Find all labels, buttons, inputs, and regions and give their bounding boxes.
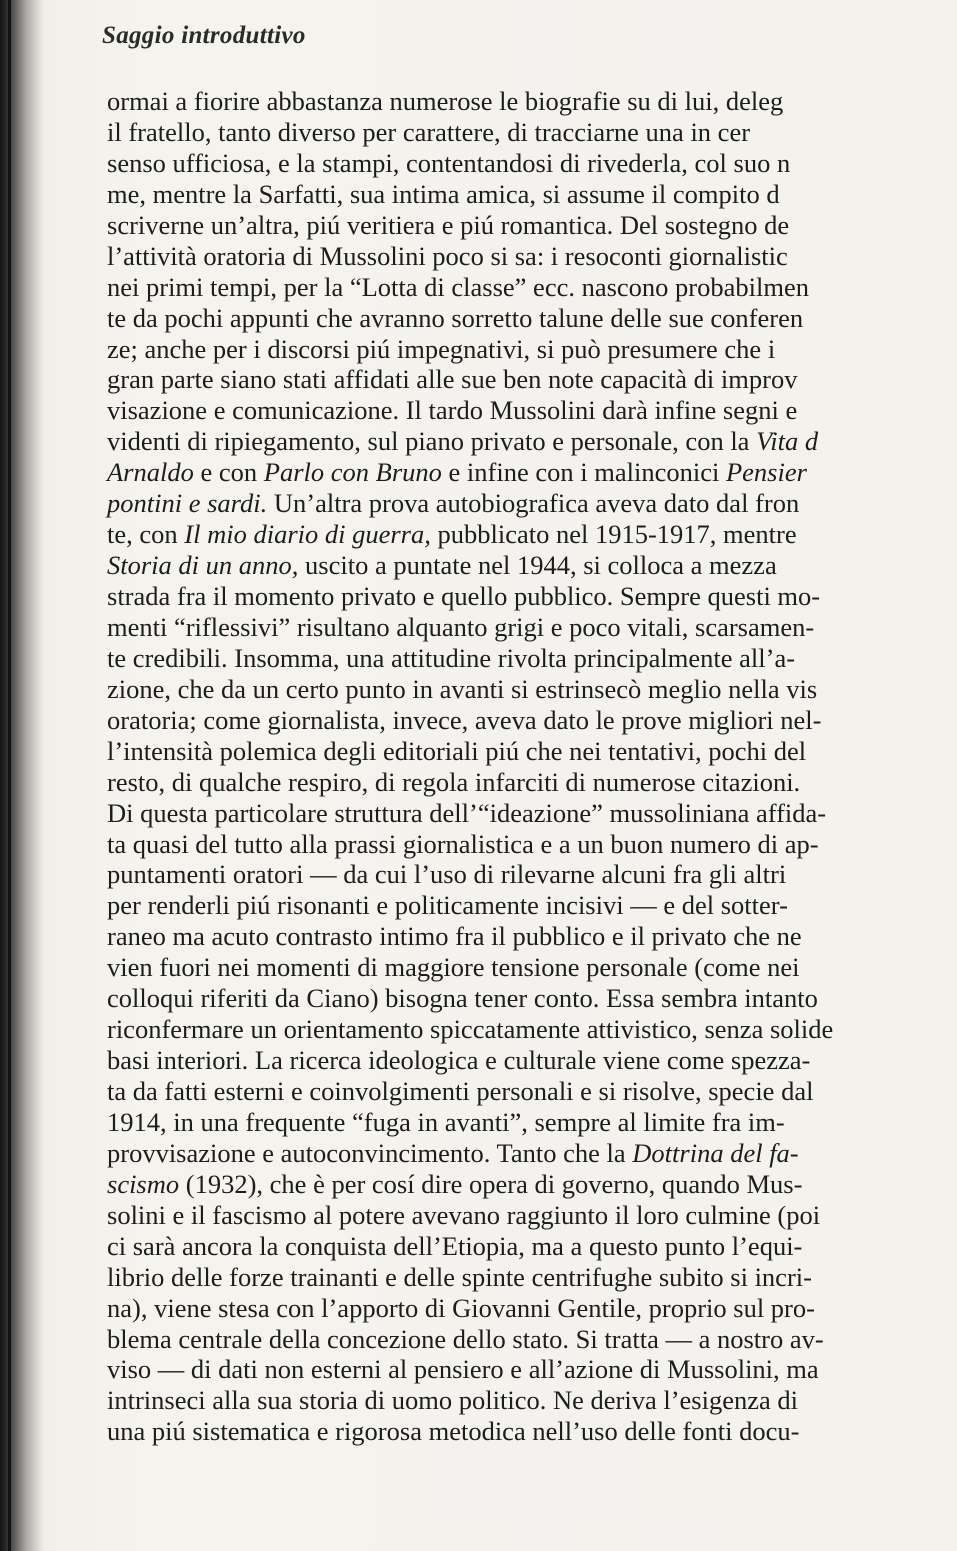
text-line bbox=[107, 674, 957, 705]
text-segment: e infine con i malinconici bbox=[441, 457, 726, 488]
text-line bbox=[107, 395, 957, 426]
italic-title-segment: Il mio diario di guerra, bbox=[184, 519, 431, 550]
text-segment: intrinseci alla sua storia di uomo politico. Ne deriva l’esigenza di bbox=[107, 1385, 799, 1416]
text-line bbox=[107, 1045, 957, 1076]
text-line bbox=[107, 334, 957, 365]
text-segment: ze; anche per i discorsi piú impegnativi, si può presumere che i bbox=[107, 333, 776, 364]
text-line bbox=[107, 1014, 957, 1045]
text-line bbox=[107, 488, 957, 519]
text-segment: uscito a puntate nel 1944, si colloca a mezza bbox=[298, 550, 777, 581]
italic-title-segment: scismo bbox=[107, 1168, 180, 1199]
text-segment: l’intensità polemica degli editoriali piú che nei tentativi, pochi del bbox=[107, 735, 807, 766]
text-line bbox=[107, 1231, 957, 1262]
text-line bbox=[107, 210, 957, 241]
text-segment: na), viene stesa con l’apporto di Giovanni Gentile, proprio sul pro- bbox=[107, 1292, 815, 1323]
text-line bbox=[107, 1107, 957, 1138]
italic-title-segment: Dottrina del fa- bbox=[632, 1137, 799, 1168]
book-binding-shadow bbox=[0, 0, 44, 1551]
italic-title-segment: pontini e sardi. bbox=[107, 488, 268, 519]
text-segment: strada fra il momento privato e quello pubblico. Sempre questi mo- bbox=[107, 581, 821, 611]
text-segment: una piú sistematica e rigorosa metodica nell’uso delle fonti docu- bbox=[107, 1416, 800, 1447]
text-segment: puntamenti oratori — da cui l’uso di rilevarne alcuni fra gli altri bbox=[107, 859, 787, 890]
text-segment: menti “riflessivi” risultano alquanto grigi e poco vitali, scarsamen- bbox=[107, 611, 815, 642]
text-line bbox=[107, 550, 957, 581]
body-text bbox=[107, 86, 957, 1447]
text-line bbox=[107, 1416, 957, 1447]
text-line bbox=[107, 612, 957, 643]
text-line bbox=[107, 798, 957, 829]
text-segment: blema centrale della concezione dello stato. Si tratta — a nostro av- bbox=[107, 1323, 824, 1354]
text-line bbox=[107, 519, 957, 550]
text-line bbox=[107, 272, 957, 303]
text-segment: provvisazione e autoconvincimento. Tanto che la bbox=[107, 1137, 633, 1168]
text-line bbox=[107, 117, 957, 148]
text-segment: 1914, in una frequente “fuga in avanti”, sempre al limite fra im- bbox=[107, 1106, 785, 1137]
text-segment: nei primi tempi, per la “Lotta di classe” ecc. nascono probabilmen bbox=[107, 271, 809, 302]
text-segment: me, mentre la Sarfatti, sua intima amica, si assume il compito d bbox=[107, 178, 780, 209]
text-line bbox=[107, 581, 957, 612]
text-segment: riconfermare un orientamento spiccatamente attivistico, senza solide bbox=[107, 1014, 834, 1045]
text-line bbox=[107, 364, 957, 395]
text-segment: zione, che da un certo punto in avanti si estrinsecò meglio nella vis bbox=[107, 673, 818, 704]
text-line bbox=[107, 1262, 957, 1293]
text-line bbox=[107, 1293, 957, 1324]
text-segment: vien fuori nei momenti di maggiore tensione personale (come nei bbox=[107, 952, 800, 983]
text-line bbox=[107, 86, 957, 117]
text-segment: scriverne un’altra, piú veritiera e piú romantica. Del sostegno de bbox=[107, 209, 790, 240]
text-segment: e con bbox=[193, 457, 264, 488]
text-line bbox=[107, 1385, 957, 1416]
italic-title-segment: Pensier bbox=[725, 457, 807, 488]
text-segment: viso — di dati non esterni al pensiero e all’azione di Mussolini, ma bbox=[107, 1354, 819, 1385]
text-line bbox=[107, 1324, 957, 1355]
text-segment: resto, di qualche respiro, di regola infarciti di numerose citazioni. bbox=[107, 766, 801, 797]
text-line bbox=[107, 890, 957, 921]
text-line bbox=[107, 1076, 957, 1107]
text-segment: ci sarà ancora la conquista dell’Etiopia, ma a questo punto l’equi- bbox=[107, 1230, 803, 1261]
italic-title-segment: Vita d bbox=[756, 426, 819, 457]
text-segment: basi interiori. La ricerca ideologica e culturale viene come spezza- bbox=[107, 1045, 811, 1076]
text-segment: gran parte siano stati affidati alle sue ben note capacità di improv bbox=[107, 364, 798, 395]
text-segment: oratoria; come giornalista, invece, aveva dato le prove migliori nel- bbox=[107, 704, 822, 735]
text-segment: librio delle forze trainanti e delle spinte centrifughe subito si incri- bbox=[107, 1261, 812, 1292]
text-line bbox=[107, 767, 957, 798]
text-segment: te credibili. Insomma, una attitudine rivolta principalmente all’a- bbox=[107, 642, 796, 673]
text-segment: ta da fatti esterni e coinvolgimenti personali e si risolve, specie dal bbox=[107, 1076, 814, 1106]
text-segment: (1932), che è per cosí dire opera di governo, quando Mus- bbox=[179, 1168, 803, 1199]
text-line bbox=[107, 1354, 957, 1385]
text-segment: il fratello, tanto diverso per carattere, di tracciarne una in cer bbox=[107, 116, 751, 147]
italic-title-segment: Parlo con Bruno bbox=[263, 457, 442, 488]
text-line bbox=[107, 1138, 957, 1169]
text-line bbox=[107, 952, 957, 983]
text-segment: te, con bbox=[107, 519, 185, 550]
text-line bbox=[107, 643, 957, 674]
text-segment: Un’altra prova autobiografica aveva dato dal fron bbox=[267, 488, 800, 519]
text-segment: raneo ma acuto contrasto intimo fra il pubblico e il privato che ne bbox=[107, 921, 802, 952]
text-line bbox=[107, 148, 957, 179]
book-gutter-line bbox=[8, 0, 11, 1551]
italic-title-segment: Arnaldo bbox=[107, 457, 194, 488]
text-segment: ta quasi del tutto alla prassi giornalistica e a un buon numero di ap- bbox=[107, 828, 819, 859]
running-head: Saggio introduttivo bbox=[102, 22, 306, 49]
text-segment: videnti di ripiegamento, sul piano privato e personale, con la bbox=[107, 426, 757, 457]
italic-title-segment: Storia di un anno, bbox=[107, 550, 299, 581]
text-line bbox=[107, 921, 957, 952]
text-segment: visazione e comunicazione. Il tardo Mussolini darà infine segni e bbox=[107, 395, 798, 426]
text-segment: pubblicato nel 1915-1917, mentre bbox=[430, 519, 797, 550]
text-line bbox=[107, 736, 957, 767]
text-segment: l’attività oratoria di Mussolini poco si sa: i resoconti giornalistic bbox=[107, 240, 788, 271]
text-line bbox=[107, 1200, 957, 1231]
text-segment: te da pochi appunti che avranno sorretto talune delle sue conferen bbox=[107, 302, 804, 333]
text-segment: solini e il fascismo al potere avevano raggiunto il loro culmine (poi bbox=[107, 1199, 821, 1230]
text-line bbox=[107, 179, 957, 210]
text-line bbox=[107, 705, 957, 736]
text-segment: ormai a fiorire abbastanza numerose le biografie su di lui, deleg bbox=[107, 86, 784, 116]
text-line bbox=[107, 241, 957, 272]
text-line bbox=[107, 457, 957, 488]
text-segment: senso ufficiosa, e la stampi, contentandosi di rivederla, col suo n bbox=[107, 147, 791, 178]
text-line bbox=[107, 303, 957, 334]
text-segment: per renderli piú risonanti e politicamente incisivi — e del sotter- bbox=[107, 890, 788, 921]
text-segment: colloqui riferiti da Ciano) bisogna tener conto. Essa sembra intanto bbox=[107, 983, 818, 1014]
text-line bbox=[107, 426, 957, 457]
text-line bbox=[107, 1169, 957, 1200]
text-segment: Di questa particolare struttura dell’“ideazione” mussoliniana affida- bbox=[107, 797, 827, 828]
text-line bbox=[107, 983, 957, 1014]
text-line bbox=[107, 859, 957, 890]
text-line bbox=[107, 829, 957, 860]
